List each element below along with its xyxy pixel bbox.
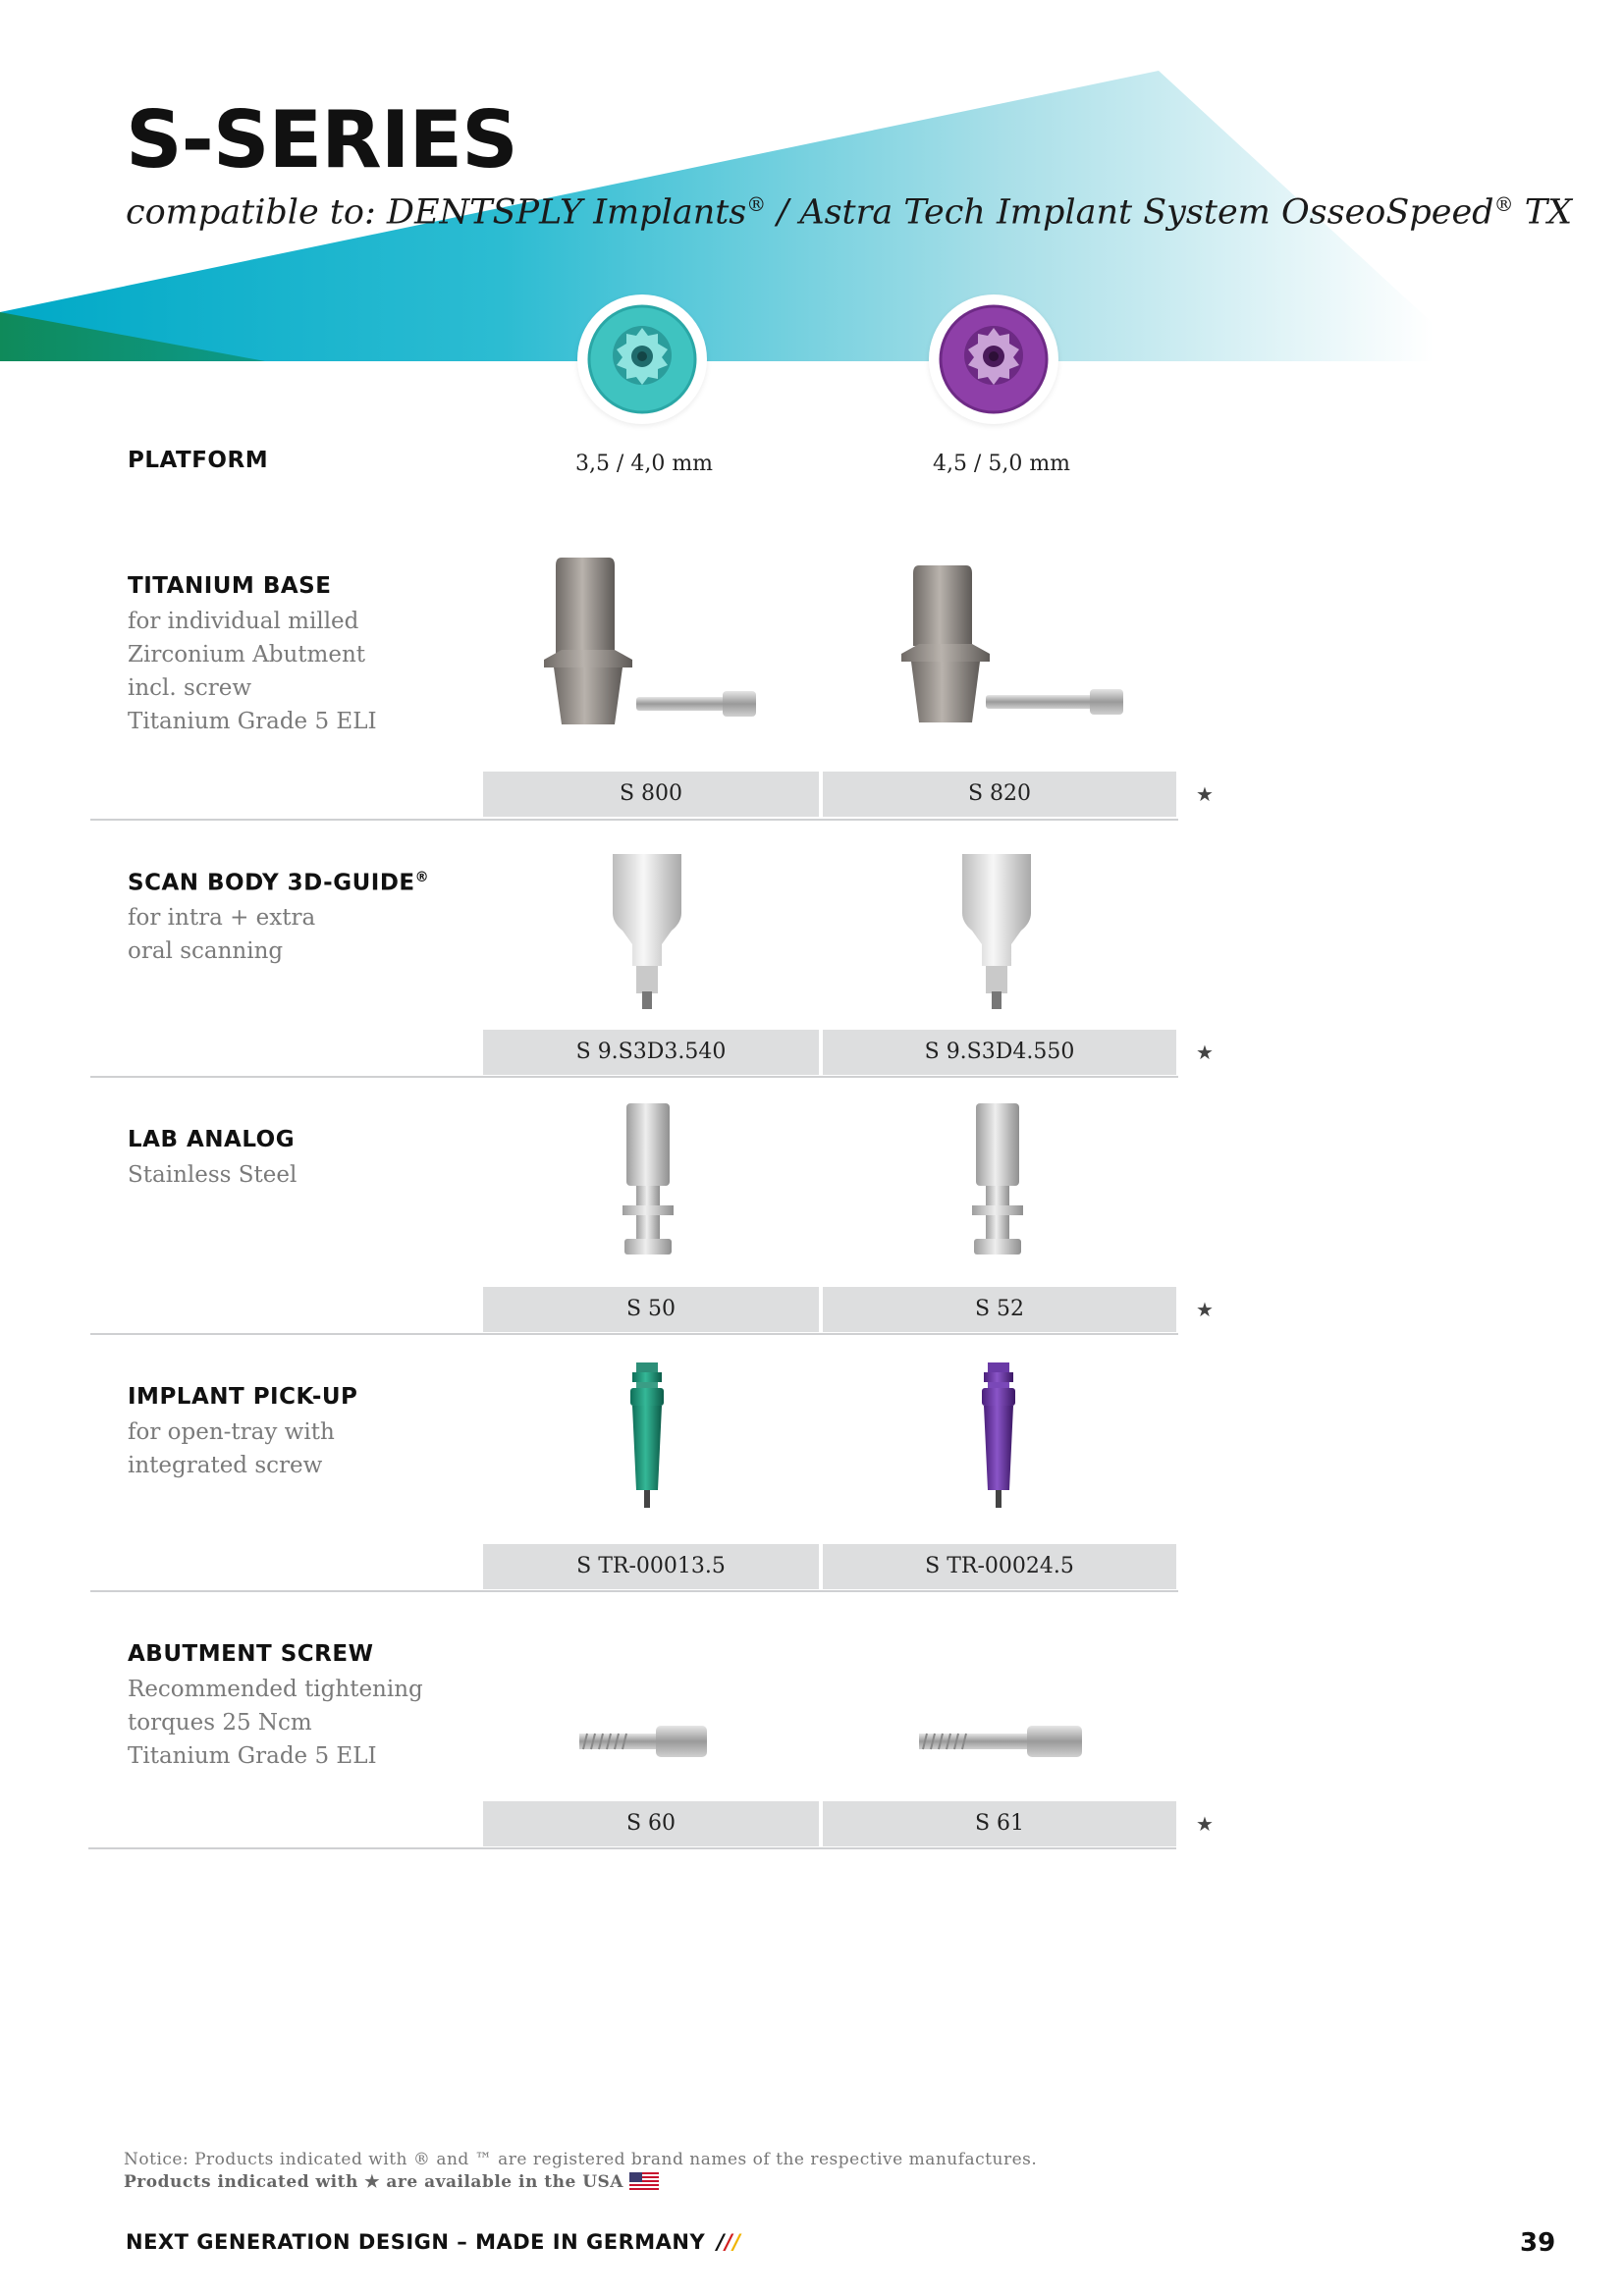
footer-tagline-text: NEXT GENERATION DESIGN – MADE IN GERMANY [126, 2230, 706, 2254]
description-line: integrated screw [128, 1453, 323, 1478]
notice [124, 2149, 1037, 2194]
usa-availability-star: ★ [1196, 1041, 1214, 1064]
divider [90, 1333, 1178, 1335]
subtitle-suffix: TX [1513, 192, 1572, 233]
usa-availability-star: ★ [1196, 782, 1214, 806]
article-code: S 9.S3D3.540 [483, 1030, 819, 1075]
divider [88, 1847, 1176, 1849]
notice-usa [124, 2171, 1037, 2194]
description-line: Recommended tightening [128, 1677, 423, 1702]
usa-flag-icon [629, 2172, 659, 2190]
subtitle-mid: / Astra Tech Implant System OsseoSpeed [766, 192, 1494, 233]
article-code: S 60 [483, 1801, 819, 1846]
description-line: Titanium Grade 5 ELI [128, 709, 377, 734]
section-description [128, 1158, 297, 1192]
platform-purple-icon [929, 294, 1058, 424]
section-title: ABUTMENT SCREW [128, 1641, 374, 1667]
divider [90, 1590, 1178, 1592]
section-description [128, 1415, 335, 1482]
header-banner [0, 0, 1624, 373]
scan-body-image [603, 848, 691, 1015]
registered-mark: ® [414, 870, 430, 885]
platform-size-a: 3,5 / 4,0 mm [574, 452, 714, 476]
section-title: IMPLANT PICK-UP [128, 1384, 358, 1410]
article-code: S TR-00024.5 [823, 1544, 1176, 1589]
description-line: for open-tray with [128, 1419, 335, 1445]
article-code: S TR-00013.5 [483, 1544, 819, 1589]
germany-slashes-icon: /// [717, 2230, 741, 2254]
description-line: Titanium Grade 5 ELI [128, 1743, 377, 1769]
registered-mark: ® [746, 192, 767, 216]
notice-trademark: Notice: Products indicated with ® and ™ are registered brand names of the respective manufactures. [124, 2150, 1038, 2169]
section-description [128, 605, 377, 738]
usa-availability-star: ★ [1196, 1812, 1214, 1836]
description-line: incl. screw [128, 675, 252, 701]
description-line: torques 25 Ncm [128, 1710, 312, 1735]
platform-teal-icon [577, 294, 707, 424]
footer-tagline [126, 2230, 741, 2254]
article-code: S 61 [823, 1801, 1176, 1846]
pickup-teal-image [624, 1361, 670, 1512]
platform-label: PLATFORM [128, 448, 269, 473]
description-line: Stainless Steel [128, 1162, 298, 1188]
registered-mark: ® [1493, 192, 1514, 216]
section-title: TITANIUM BASE [128, 573, 332, 599]
article-code: S 9.S3D4.550 [823, 1030, 1176, 1075]
section-description [128, 1673, 423, 1773]
section-title: LAB ANALOG [128, 1127, 296, 1152]
article-code: S 800 [483, 772, 819, 817]
article-code: S 52 [823, 1287, 1176, 1332]
section-title-text: SCAN BODY 3D-GUIDE [128, 870, 415, 896]
subtitle-prefix: compatible to: DENTSPLY Implants [126, 192, 747, 233]
platform-size-b: 4,5 / 5,0 mm [932, 452, 1071, 476]
article-code: S 50 [483, 1287, 819, 1332]
page-subtitle [126, 192, 1572, 233]
page-number: 39 [1520, 2228, 1556, 2258]
section-title [128, 870, 429, 896]
page-title: S-SERIES [126, 94, 517, 186]
usa-availability-star: ★ [1196, 1298, 1214, 1321]
divider [90, 1076, 1178, 1078]
description-line: Zirconium Abutment [128, 642, 366, 667]
description-line: for individual milled [128, 609, 359, 634]
pickup-purple-image [976, 1361, 1021, 1512]
article-code: S 820 [823, 772, 1176, 817]
abutment-screw-image [577, 1718, 715, 1765]
titanium-base-image [538, 550, 774, 736]
divider [90, 819, 1178, 821]
notice-usa-text: Products indicated with ★ are available in the USA [124, 2172, 624, 2192]
description-line: for intra + extra [128, 905, 316, 931]
lab-analog-image [619, 1099, 677, 1260]
section-description [128, 901, 315, 968]
description-line: oral scanning [128, 938, 284, 964]
